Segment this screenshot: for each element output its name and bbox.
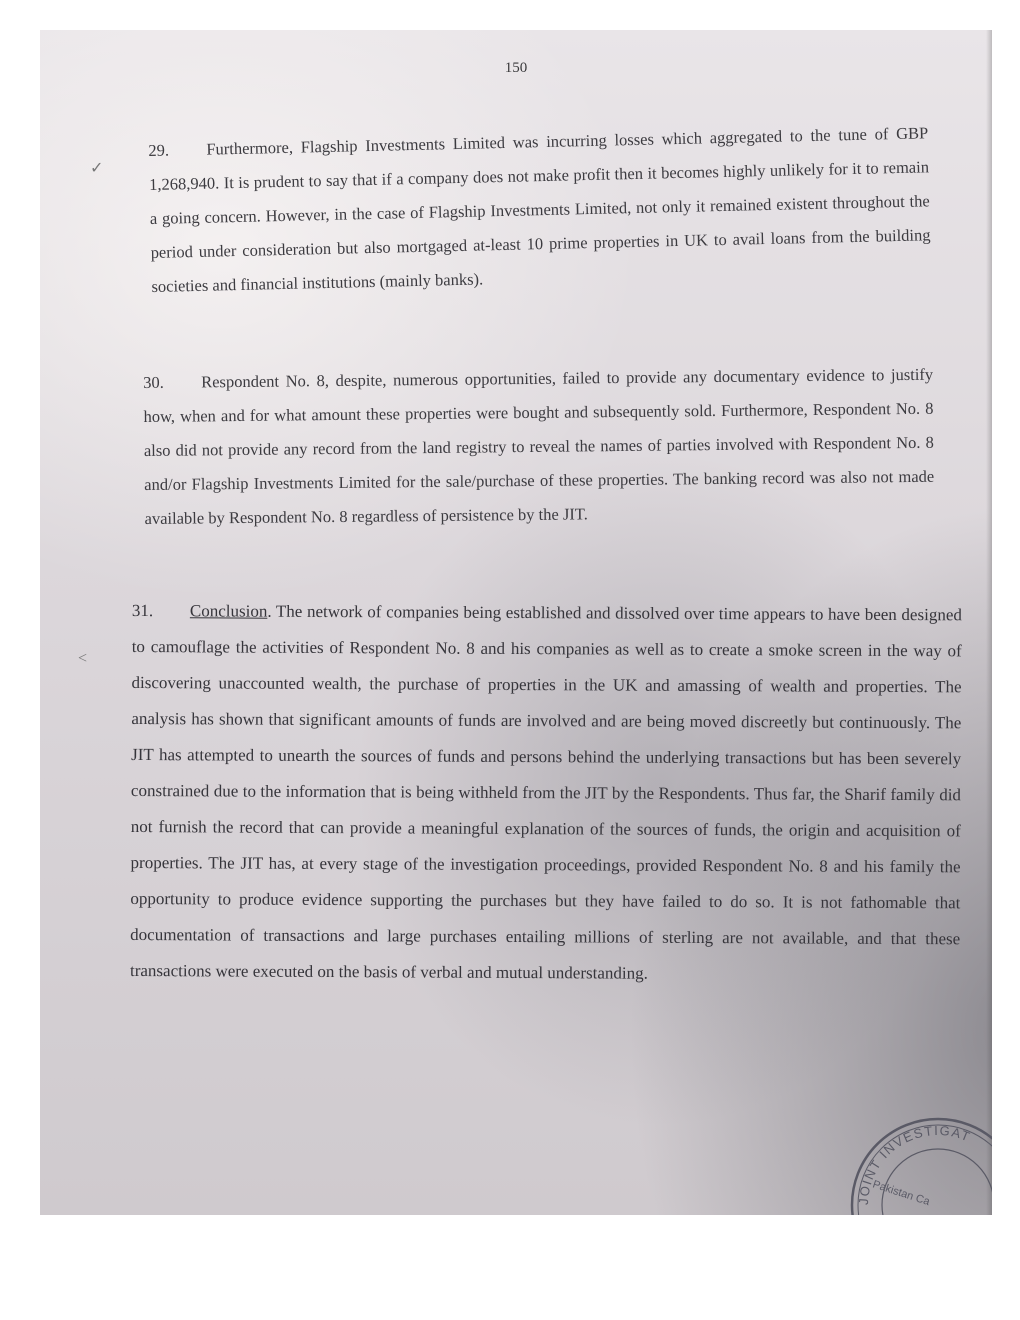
paragraph-number: 31. xyxy=(131,600,154,621)
margin-tick-mark: ✓ xyxy=(90,160,104,177)
margin-tick-mark: < xyxy=(78,650,88,667)
stamp-text-top: JOINT INVESTIGAT xyxy=(855,1122,974,1206)
paragraph-29 xyxy=(148,116,932,304)
stamp-text-bottom: Pakistan Ca xyxy=(871,1178,932,1209)
page-edge xyxy=(986,30,992,1215)
official-stamp-seal xyxy=(840,1105,992,1215)
paragraph-number: 30. xyxy=(143,372,164,392)
page-number: 150 xyxy=(504,60,528,76)
paragraph-31 xyxy=(130,593,962,993)
paragraph-text: The network of companies being established and dissolved over time appears to have been designed to camouflage the activities of Respondent No. 8 and his companies as well as to create a smoke screen in the way of discovering unaccounted wealth, the purchase of properties in the UK and amassing of wealth and properties. The analysis has shown that significant amounts of funds are involved and are being moved discreetly but continuously. The JIT has attempted to unearth the sources of funds and persons behind the underlying transactions but has been severely constrained due to the information that is being withheld from the JIT by the Respondents. Thus far, the Sharif family did not furnish the record that can provide a meaningful explanation of the sources of funds, the origin and acquisition of properties. The JIT has, at every stage of the investigation proceedings, provided Respondent No. 8 and his family the opportunity to produce evidence supporting the purchases but they have failed to do so. It is not fathomable that documentation of transactions and large purchases entailing millions of sterling are not available, and that these transactions were executed on the basis of verbal and mutual understanding. xyxy=(129,601,962,983)
paragraph-30 xyxy=(143,358,935,536)
paragraph-text: Respondent No. 8, despite, numerous opportunities, failed to provide any documentary evidence to justify how, when and for what amount these properties were bought and subsequently sold. Furthermore, Respondent No. 8 also did not provide any record from the land registry to reveal the names of parties involved with Respondent No. 8 and/or Flagship Investments Limited for the sale/purchase of these properties. The banking record was also not made available by Respondent No. 8 regardless of persistence by the JIT. xyxy=(143,364,935,528)
paragraph-text: Furthermore, Flagship Investments Limited was incurring losses which aggregated to the tune of GBP 1,268,940. It is prudent to say that if a company does not make profit then it becomes highly unlikely for it to remain a going concern. However, in the case of Flagship Investments Limited, not only it remained existent throughout the period under consideration but also mortgaged at-least 10 prime properties in UK to avail loans from the building societies and financial institutions (mainly banks). xyxy=(148,123,931,296)
paragraph-heading: Conclusion xyxy=(189,601,268,621)
paragraph-number: 29. xyxy=(148,140,170,160)
heading-suffix: . xyxy=(267,601,272,621)
document-photo xyxy=(40,30,992,1215)
